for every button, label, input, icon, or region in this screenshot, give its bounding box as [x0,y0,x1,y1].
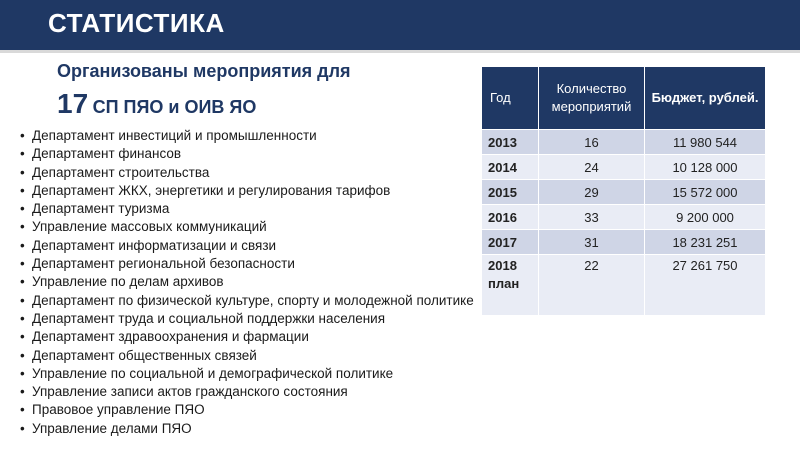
column-header-year: Год [482,67,539,130]
subtitle-line-2 [57,88,256,120]
table-row [482,205,766,230]
cell-budget: 10 128 000 [645,155,766,180]
cell-events: 24 [539,155,645,180]
list-item: • Управление записи актов гражданского состояния [20,383,480,401]
cell-events: 22 [539,255,645,316]
subtitle-line-1: Организованы мероприятия для [57,61,351,81]
cell-events: 33 [539,205,645,230]
cell-budget: 9 200 000 [645,205,766,230]
list-item: • Правовое управление ПЯО [20,401,480,419]
list-item: • Управление делами ПЯО [20,420,480,438]
list-item: • Управление массовых коммуникаций [20,218,480,236]
list-item: • Департамент информатизации и связи [20,237,480,255]
cell-year: 2013 [482,130,539,155]
list-item: • Департамент здравоохранения и фармации [20,328,480,346]
list-item: • Департамент инвестиций и промышленности [20,127,480,145]
column-header-events: Количество мероприятий [539,67,645,130]
subtitle-org-label: СП ПЯО и ОИВ ЯО [92,97,257,117]
list-item: • Департамент строительства [20,164,480,182]
table-header-row [482,67,766,130]
cell-budget: 27 261 750 [645,255,766,316]
budget-table [481,66,766,316]
header-divider [0,50,800,53]
cell-year: 2017 [482,230,539,255]
cell-events: 16 [539,130,645,155]
column-header-budget: Бюджет, рублей. [645,67,766,130]
table-row [482,180,766,205]
list-item: • Управление по делам архивов [20,273,480,291]
cell-year: 2018 план [482,255,539,316]
event-count: 17 [57,88,89,119]
department-list [20,127,480,438]
cell-events: 29 [539,180,645,205]
cell-events: 31 [539,230,645,255]
header-bar [0,0,800,50]
table-row [482,155,766,180]
page-title: СТАТИСТИКА [48,8,225,38]
table-row [482,130,766,155]
list-item: • Департамент ЖКХ, энергетики и регулирования тарифов [20,182,480,200]
list-item: • Департамент общественных связей [20,347,480,365]
table-row [482,230,766,255]
table-row [482,255,766,316]
cell-year: 2016 [482,205,539,230]
cell-budget: 11 980 544 [645,130,766,155]
list-item: • Департамент по физической культуре, спорту и молодежной политике [20,292,480,310]
cell-year: 2014 [482,155,539,180]
cell-year: 2015 [482,180,539,205]
list-item: • Департамент туризма [20,200,480,218]
list-item: • Управление по социальной и демографической политике [20,365,480,383]
list-item: • Департамент финансов [20,145,480,163]
list-item: • Департамент региональной безопасности [20,255,480,273]
cell-budget: 15 572 000 [645,180,766,205]
cell-budget: 18 231 251 [645,230,766,255]
list-item: • Департамент труда и социальной поддержки населения [20,310,480,328]
